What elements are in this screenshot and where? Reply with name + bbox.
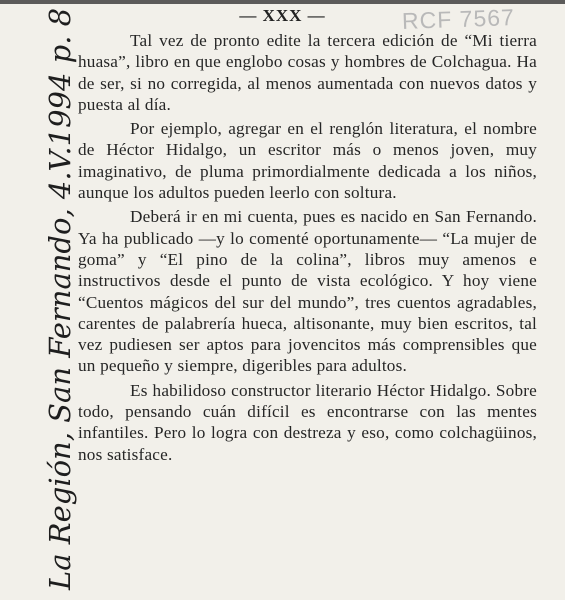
archive-stamp: RCF 7567 xyxy=(401,4,516,34)
paragraph-2: Por ejemplo, agregar en el renglón literatura, el nombre de Héctor Hidalgo, un escritor más o menos joven, muy imaginativo, de pluma primordialmente dedicada a los niños, aunque los adultos pueden leerlo con soltura. xyxy=(78,119,537,203)
handwritten-annotation: La Región, San Fernando, 4.V.1994 p. 8 xyxy=(43,7,77,590)
paragraph-3: Deberá ir en mi cuenta, pues es nacido en San Fernando. Ya ha publicado —y lo comenté oportunamente— “La mujer de goma” y “El pino de la colina”, libros muy amenos e instructivos desde el punto de vista ecológico. Y hoy viene “Cuentos mágicos del sur del mundo”, tres cuentos agradables, carentes de palabrería hueca, altisonante, muy bien escritos, tal vez pudiesen ser aptos para jovencitos más comprensibles que un pequeño y siempre, digeribles para adultos. xyxy=(78,207,537,376)
article-body xyxy=(78,30,537,465)
top-rule xyxy=(0,0,565,4)
paragraph-1: Tal vez de pronto edite la tercera edición de “Mi tierra huasa”, libro en que englobo cosas y hombres de Colchagua. Ha de ser, si no corregida, al menos aumentada con nuevos datos y puesta al día. xyxy=(78,31,537,114)
paragraph-4: Es habilidoso constructor literario Héctor Hidalgo. Sobre todo, pensando cuán difícil es encontrarse con las mentes infantiles. Pero lo logra con destreza y eso, como colchagüinos, nos satisface. xyxy=(78,380,537,464)
section-header: — XXX — xyxy=(239,6,326,25)
